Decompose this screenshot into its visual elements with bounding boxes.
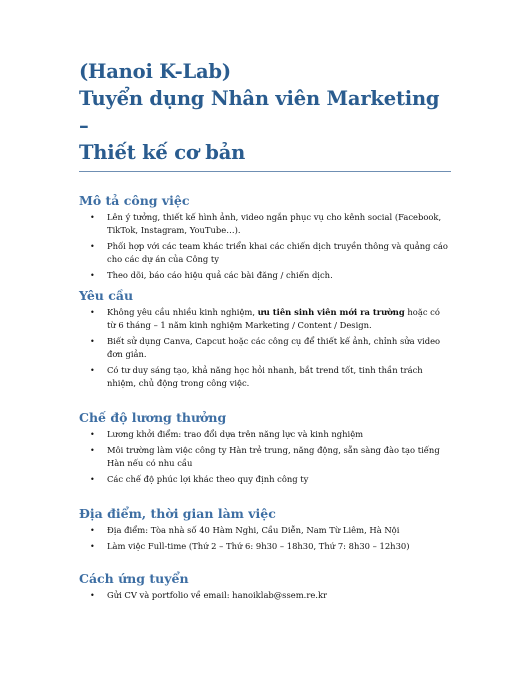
title-divider — [79, 171, 451, 172]
requirements-list — [79, 306, 451, 390]
title-line-2: Tuyển dụng Nhân viên Marketing – — [79, 87, 440, 137]
document-page — [79, 58, 451, 605]
list-item: • Gửi CV và portfolio về email: hanoiklab@ssem.re.kr — [90, 590, 328, 600]
list-item: • Có tư duy sáng tạo, khả năng học hỏi nhanh, bắt trend tốt, tinh thần trách nhiệm, chủ động trong công việc. — [90, 365, 423, 388]
list-item: • Làm việc Full-time (Thứ 2 – Thứ 6: 9h30 – 18h30, Thứ 7: 8h30 – 12h30) — [90, 541, 410, 551]
bullet-icon: • — [90, 213, 95, 222]
section-benefits — [79, 410, 451, 486]
bullet-icon: • — [90, 430, 95, 439]
list-item: • Lên ý tưởng, thiết kế hình ảnh, video ngắn phục vụ cho kênh social (Facebook, TikTok, Instagram, YouTube…). — [90, 212, 442, 235]
location-list — [79, 524, 451, 553]
title-line-1: (Hanoi K-Lab) — [79, 60, 231, 83]
section-heading: Chế độ lương thưởng — [79, 410, 227, 425]
bullet-icon: • — [90, 308, 95, 317]
section-job-description — [79, 193, 451, 282]
bullet-icon: • — [90, 242, 95, 251]
list-item: • Địa điểm: Tòa nhà số 40 Hàm Nghi, Cầu Diễn, Nam Từ Liêm, Hà Nội — [90, 525, 400, 535]
title-line-3: Thiết kế cơ bản — [79, 141, 246, 164]
list-item: • Không yêu cầu nhiều kinh nghiệm, ưu tiên sinh viên mới ra trường hoặc có từ 6 tháng – 1 năm kinh nghiệm Marketing / Content / Design. — [90, 307, 440, 330]
list-item: • Phối hợp với các team khác triển khai các chiến dịch truyền thông và quảng cáo cho các dự án của Công ty — [90, 241, 448, 264]
bullet-icon: • — [90, 337, 95, 346]
list-item: • Môi trường làm việc công ty Hàn trẻ trung, năng động, sẵn sàng đào tạo tiếng Hàn nếu có nhu cầu — [90, 445, 440, 468]
section-apply — [79, 571, 451, 602]
list-item: • Theo dõi, báo cáo hiệu quả các bài đăng / chiến dịch. — [90, 270, 333, 280]
list-item: • Biết sử dụng Canva, Capcut hoặc các công cụ để thiết kế ảnh, chỉnh sửa video đơn giản. — [90, 336, 441, 359]
apply-list — [79, 589, 451, 602]
bullet-icon: • — [90, 542, 95, 551]
bullet-icon: • — [90, 475, 95, 484]
bullet-icon: • — [90, 366, 95, 375]
list-item: • Lương khởi điểm: trao đổi dựa trên năng lực và kinh nghiệm — [90, 429, 364, 439]
bullet-icon: • — [90, 526, 95, 535]
section-heading: Mô tả công việc — [79, 193, 190, 208]
bullet-icon: • — [90, 446, 95, 455]
section-location — [79, 506, 451, 553]
bullet-icon: • — [90, 591, 95, 600]
section-heading: Địa điểm, thời gian làm việc — [79, 506, 276, 521]
section-heading: Yêu cầu — [79, 288, 134, 303]
section-heading: Cách ứng tuyển — [79, 571, 189, 586]
list-item: • Các chế độ phúc lợi khác theo quy định công ty — [90, 474, 309, 484]
benefits-list — [79, 428, 451, 486]
section-requirements — [79, 288, 451, 390]
job-description-list — [79, 211, 451, 282]
highlight-text: ưu tiên sinh viên mới ra trường — [257, 307, 405, 317]
page-title — [79, 58, 451, 166]
bullet-icon: • — [90, 271, 95, 280]
